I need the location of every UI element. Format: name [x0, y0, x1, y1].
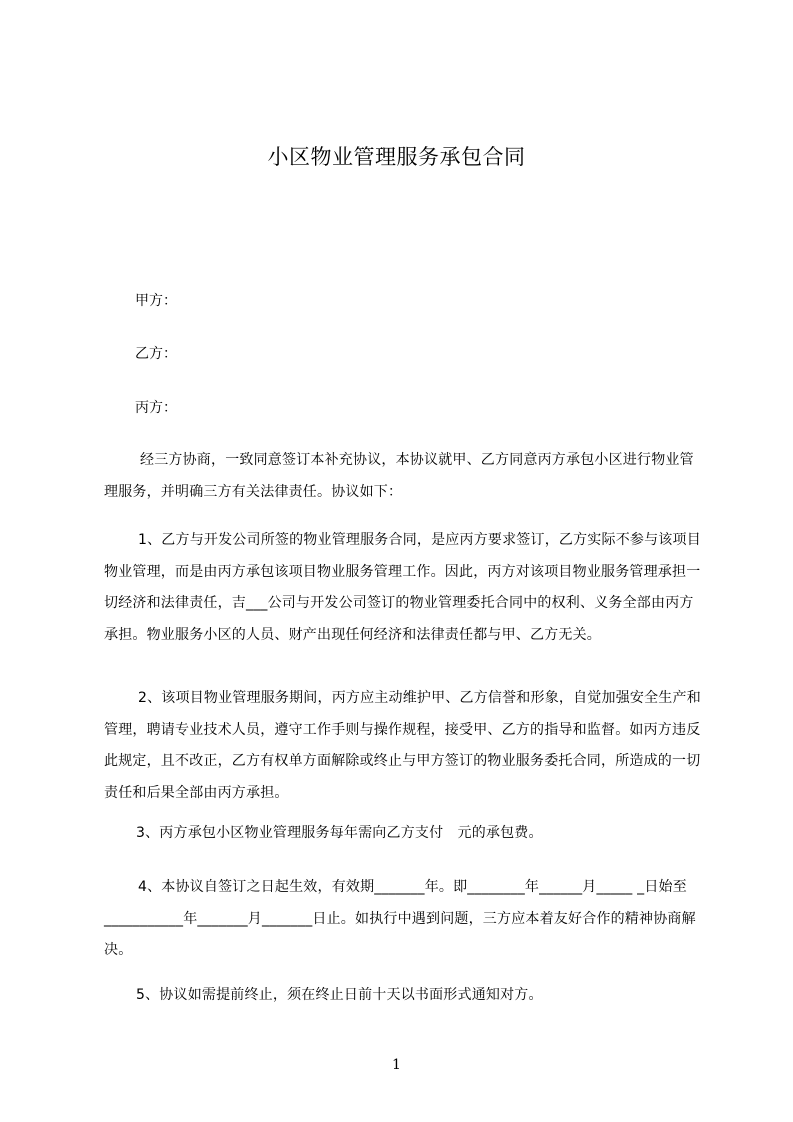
party-a-label: 甲方： — [135, 293, 177, 309]
intro-paragraph: 经三方协商，一致同意签订本补充协议，本协议就甲、乙方同意丙方承包小区进行物业管理服务，并明确三方有关法律责任。协议如下： — [104, 452, 694, 500]
clause-4: 4、本协议自签订之日起生效，有效期_______年。即________年______月_____ _日始至___________年_______月_______日止。如执行中遇到问题，三方应本着友好合作的精神协商解决。 — [104, 879, 696, 958]
document-title: 小区物业管理服务承包合同 — [267, 145, 526, 169]
clause-3: 3、丙方承包小区物业管理服务每年需向乙方支付 元的承包费。 — [136, 825, 543, 841]
clause-1: 1、乙方与开发公司所签的物业管理服务合同，是应丙方要求签订，乙方实际不参与该项目物业管理，而是由丙方承包该项目物业服务管理工作。因此，丙方对该项目物业服务管理承担一切经济和法律责任，吉___公司与开发公司签订的物业管理委托合同中的权利、义务全部由丙方承担。物业服务小区的人员、财产出现任何经济和法律责任都与甲、乙方无关。 — [104, 532, 701, 643]
clause-5: 5、协议如需提前终止，须在终止日前十天以书面形式通知对方。 — [136, 987, 543, 1003]
clause-2: 2、该项目物业管理服务期间，丙方应主动维护甲、乙方信誉和形象，自觉加强安全生产和管理，聘请专业技术人员，遵守工作手则与操作规程，接受甲、乙方的指导和监督。如丙方违反此规定，且不改正，乙方有权单方面解除或终止与甲方签订的物业服务委托合同，所造成的一切责任和后果全部由丙方承担。 — [104, 690, 701, 801]
page-number: 1 — [392, 1057, 401, 1073]
party-b-label: 乙方： — [135, 346, 177, 362]
party-c-label: 丙方： — [135, 400, 177, 416]
